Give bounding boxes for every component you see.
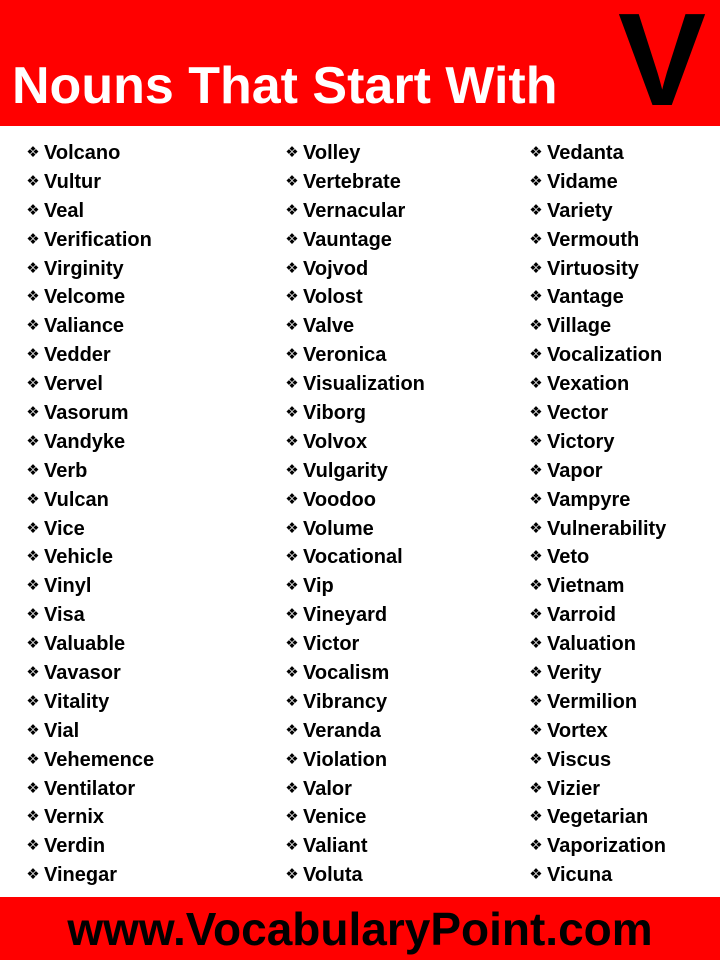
list-item	[527, 746, 666, 775]
word-column-3	[527, 139, 666, 891]
word-label: Veronica	[303, 344, 387, 367]
four-petal-diamond-icon: ❖	[529, 548, 543, 566]
four-petal-diamond-icon: ❖	[26, 635, 40, 653]
four-petal-diamond-icon: ❖	[529, 577, 543, 595]
list-item	[527, 341, 666, 370]
four-petal-diamond-icon: ❖	[26, 230, 40, 248]
four-petal-diamond-icon: ❖	[285, 808, 299, 826]
four-petal-diamond-icon: ❖	[285, 866, 299, 884]
word-label: Valiant	[303, 835, 368, 858]
word-label: Vaporization	[547, 835, 666, 858]
four-petal-diamond-icon: ❖	[26, 577, 40, 595]
four-petal-diamond-icon: ❖	[285, 288, 299, 306]
four-petal-diamond-icon: ❖	[285, 692, 299, 710]
word-label: Vegetarian	[547, 806, 649, 829]
word-label: Voodoo	[303, 488, 376, 511]
four-petal-diamond-icon: ❖	[529, 144, 543, 161]
four-petal-diamond-icon: ❖	[26, 664, 40, 682]
word-label: Village	[547, 315, 612, 338]
four-petal-diamond-icon: ❖	[529, 490, 543, 508]
four-petal-diamond-icon: ❖	[26, 432, 40, 450]
four-petal-diamond-icon: ❖	[285, 490, 299, 508]
list-item	[24, 572, 154, 601]
four-petal-diamond-icon: ❖	[529, 375, 543, 393]
word-label: Vedanta	[547, 142, 624, 164]
word-label: Variety	[547, 199, 613, 222]
four-petal-diamond-icon: ❖	[529, 317, 543, 335]
four-petal-diamond-icon: ❖	[529, 404, 543, 422]
list-item	[24, 197, 154, 226]
four-petal-diamond-icon: ❖	[26, 288, 40, 306]
list-item	[527, 543, 666, 572]
word-label: Vehemence	[44, 748, 155, 771]
word-label: Vavasor	[44, 662, 121, 685]
four-petal-diamond-icon: ❖	[529, 259, 543, 277]
word-label: Vervel	[44, 373, 103, 396]
word-label: Vocational	[303, 546, 403, 569]
word-label: Vial	[44, 719, 80, 742]
word-label: Victory	[547, 430, 615, 453]
list-item	[24, 775, 154, 804]
word-label: Valuation	[547, 633, 636, 656]
list-item	[527, 572, 666, 601]
word-label: Volost	[303, 286, 363, 309]
four-petal-diamond-icon: ❖	[285, 519, 299, 537]
list-item	[283, 399, 425, 428]
word-label: Virtuosity	[547, 257, 639, 280]
four-petal-diamond-icon: ❖	[529, 808, 543, 826]
list-item	[283, 486, 425, 515]
list-item	[283, 428, 425, 457]
list-item	[24, 399, 154, 428]
list-item	[527, 139, 666, 168]
list-item	[24, 428, 154, 457]
four-petal-diamond-icon: ❖	[26, 692, 40, 710]
four-petal-diamond-icon: ❖	[26, 866, 40, 884]
word-label: Vultur	[44, 170, 102, 193]
list-item	[24, 341, 154, 370]
word-label: Vermilion	[547, 690, 638, 713]
list-item	[24, 283, 154, 312]
list-item	[283, 572, 425, 601]
list-item	[527, 428, 666, 457]
list-item	[283, 341, 425, 370]
four-petal-diamond-icon: ❖	[285, 404, 299, 422]
list-item	[527, 515, 666, 544]
footer-banner	[0, 897, 720, 960]
list-item	[24, 255, 154, 284]
word-label: Vojvod	[303, 257, 369, 280]
four-petal-diamond-icon: ❖	[529, 519, 543, 537]
word-label: Vinegar	[44, 864, 117, 887]
word-label: Viscus	[547, 748, 612, 771]
list-item	[527, 630, 666, 659]
list-item	[527, 370, 666, 399]
four-petal-diamond-icon: ❖	[26, 750, 40, 768]
word-label: Viborg	[303, 402, 366, 425]
list-item	[24, 139, 154, 168]
list-item	[24, 457, 154, 486]
four-petal-diamond-icon: ❖	[529, 721, 543, 739]
word-label: Vulnerability	[547, 517, 667, 540]
list-item	[283, 601, 425, 630]
four-petal-diamond-icon: ❖	[26, 519, 40, 537]
list-item	[527, 861, 666, 890]
word-label: Vernix	[44, 806, 105, 829]
four-petal-diamond-icon: ❖	[26, 317, 40, 335]
four-petal-diamond-icon: ❖	[26, 548, 40, 566]
four-petal-diamond-icon: ❖	[285, 837, 299, 855]
list-item	[527, 312, 666, 341]
list-item	[283, 370, 425, 399]
four-petal-diamond-icon: ❖	[26, 837, 40, 855]
list-item	[283, 197, 425, 226]
word-label: Volley	[303, 142, 361, 164]
word-column-2	[283, 139, 425, 891]
four-petal-diamond-icon: ❖	[285, 432, 299, 450]
list-item	[24, 746, 154, 775]
word-label: Vandyke	[44, 430, 126, 453]
four-petal-diamond-icon: ❖	[285, 375, 299, 393]
page-title: Nouns That Start With	[12, 57, 558, 115]
list-item	[283, 139, 425, 168]
word-label: Vulgarity	[303, 459, 388, 482]
four-petal-diamond-icon: ❖	[26, 808, 40, 826]
word-label: Vibrancy	[303, 690, 388, 713]
four-petal-diamond-icon: ❖	[529, 461, 543, 479]
word-label: Victor	[303, 633, 360, 656]
list-item	[527, 803, 666, 832]
four-petal-diamond-icon: ❖	[529, 837, 543, 855]
word-label: Vice	[44, 517, 85, 540]
four-petal-diamond-icon: ❖	[529, 606, 543, 624]
list-item	[283, 832, 425, 861]
list-item	[24, 688, 154, 717]
word-label: Valuable	[44, 633, 126, 656]
list-item	[527, 283, 666, 312]
word-label: Vehicle	[44, 546, 113, 569]
list-item	[24, 370, 154, 399]
list-item	[283, 688, 425, 717]
four-petal-diamond-icon: ❖	[26, 461, 40, 479]
list-item	[24, 226, 154, 255]
four-petal-diamond-icon: ❖	[26, 721, 40, 739]
word-label: Vietnam	[547, 575, 625, 598]
word-label: Vapor	[547, 459, 603, 482]
word-label: Veranda	[303, 719, 381, 742]
four-petal-diamond-icon: ❖	[26, 201, 40, 219]
word-label: Vidame	[547, 170, 618, 193]
list-item	[527, 486, 666, 515]
four-petal-diamond-icon: ❖	[529, 201, 543, 219]
word-label: Valve	[303, 315, 355, 338]
list-item	[527, 168, 666, 197]
four-petal-diamond-icon: ❖	[26, 375, 40, 393]
list-item	[283, 717, 425, 746]
four-petal-diamond-icon: ❖	[529, 866, 543, 884]
word-label: Vermouth	[547, 228, 640, 251]
word-label: Valiance	[44, 315, 125, 338]
four-petal-diamond-icon: ❖	[285, 259, 299, 277]
four-petal-diamond-icon: ❖	[285, 664, 299, 682]
word-label: Vertebrate	[303, 170, 401, 193]
list-item	[527, 226, 666, 255]
list-item	[24, 803, 154, 832]
word-label: Veto	[547, 546, 590, 569]
four-petal-diamond-icon: ❖	[529, 664, 543, 682]
list-item	[283, 630, 425, 659]
list-item	[283, 543, 425, 572]
list-item	[527, 688, 666, 717]
word-label: Venice	[303, 806, 367, 829]
list-item	[24, 486, 154, 515]
word-label: Vortex	[547, 719, 608, 742]
header-banner	[0, 0, 720, 133]
list-item	[24, 659, 154, 688]
list-item	[283, 861, 425, 890]
four-petal-diamond-icon: ❖	[529, 288, 543, 306]
four-petal-diamond-icon: ❖	[285, 201, 299, 219]
word-label: Visa	[44, 604, 85, 627]
word-column-1	[24, 139, 154, 891]
list-item	[24, 630, 154, 659]
word-label: Ventilator	[44, 777, 136, 800]
list-item	[283, 457, 425, 486]
word-label: Varroid	[547, 604, 616, 627]
four-petal-diamond-icon: ❖	[26, 490, 40, 508]
list-item	[24, 601, 154, 630]
list-item	[24, 515, 154, 544]
four-petal-diamond-icon: ❖	[285, 635, 299, 653]
list-item	[527, 399, 666, 428]
word-label: Volcano	[44, 142, 121, 164]
four-petal-diamond-icon: ❖	[529, 750, 543, 768]
four-petal-diamond-icon: ❖	[285, 750, 299, 768]
four-petal-diamond-icon: ❖	[26, 346, 40, 364]
word-label: Vantage	[547, 286, 624, 309]
four-petal-diamond-icon: ❖	[529, 779, 543, 797]
list-item	[24, 543, 154, 572]
four-petal-diamond-icon: ❖	[285, 461, 299, 479]
word-label: Vampyre	[547, 488, 631, 511]
word-label: Verification	[44, 228, 152, 251]
word-label: Vedder	[44, 344, 111, 367]
four-petal-diamond-icon: ❖	[26, 144, 40, 161]
word-label: Vernacular	[303, 199, 406, 222]
word-label: Voluta	[303, 864, 363, 887]
list-item	[24, 312, 154, 341]
list-item	[283, 226, 425, 255]
four-petal-diamond-icon: ❖	[529, 692, 543, 710]
four-petal-diamond-icon: ❖	[529, 172, 543, 190]
list-item	[527, 717, 666, 746]
four-petal-diamond-icon: ❖	[285, 779, 299, 797]
word-label: Valor	[303, 777, 352, 800]
featured-letter: V	[618, 0, 707, 133]
word-label: Vicuna	[547, 864, 613, 887]
four-petal-diamond-icon: ❖	[285, 317, 299, 335]
list-item	[283, 312, 425, 341]
word-label: Verb	[44, 459, 88, 482]
list-item	[24, 168, 154, 197]
four-petal-diamond-icon: ❖	[285, 172, 299, 190]
word-label: Vineyard	[303, 604, 388, 627]
word-label: Visualization	[303, 373, 425, 396]
four-petal-diamond-icon: ❖	[26, 172, 40, 190]
four-petal-diamond-icon: ❖	[285, 548, 299, 566]
four-petal-diamond-icon: ❖	[285, 144, 299, 161]
list-item	[283, 283, 425, 312]
list-item	[24, 861, 154, 890]
word-label: Vauntage	[303, 228, 392, 251]
website-url: www.VocabularyPoint.com	[67, 902, 653, 955]
word-label: Vasorum	[44, 402, 129, 425]
word-label: Vinyl	[44, 575, 92, 598]
list-item	[527, 659, 666, 688]
word-label: Veal	[44, 199, 85, 222]
list-item	[283, 168, 425, 197]
four-petal-diamond-icon: ❖	[26, 404, 40, 422]
four-petal-diamond-icon: ❖	[285, 577, 299, 595]
word-label: Vip	[303, 575, 334, 598]
word-label: Violation	[303, 748, 388, 771]
word-label: Vulcan	[44, 488, 109, 511]
list-item	[283, 255, 425, 284]
four-petal-diamond-icon: ❖	[26, 606, 40, 624]
list-item	[283, 515, 425, 544]
word-label: Vocalization	[547, 344, 663, 367]
list-item	[283, 746, 425, 775]
word-label: Volvox	[303, 430, 368, 453]
list-item	[527, 832, 666, 861]
four-petal-diamond-icon: ❖	[529, 346, 543, 364]
four-petal-diamond-icon: ❖	[26, 779, 40, 797]
four-petal-diamond-icon: ❖	[529, 635, 543, 653]
word-label: Vexation	[547, 373, 630, 396]
four-petal-diamond-icon: ❖	[26, 259, 40, 277]
list-item	[283, 803, 425, 832]
list-item	[527, 457, 666, 486]
word-label: Vizier	[547, 777, 600, 800]
four-petal-diamond-icon: ❖	[285, 230, 299, 248]
list-item	[527, 255, 666, 284]
word-label: Vocalism	[303, 662, 390, 685]
four-petal-diamond-icon: ❖	[285, 721, 299, 739]
word-label: Vitality	[44, 690, 110, 713]
word-label: Verity	[547, 662, 602, 685]
four-petal-diamond-icon: ❖	[529, 432, 543, 450]
word-label: Volume	[303, 517, 374, 540]
list-item	[24, 717, 154, 746]
list-item	[283, 659, 425, 688]
list-item	[527, 601, 666, 630]
four-petal-diamond-icon: ❖	[285, 346, 299, 364]
four-petal-diamond-icon: ❖	[285, 606, 299, 624]
word-label: Verdin	[44, 835, 106, 858]
list-item	[283, 775, 425, 804]
word-label: Vector	[547, 402, 609, 425]
list-item	[527, 197, 666, 226]
word-label: Velcome	[44, 286, 126, 309]
four-petal-diamond-icon: ❖	[529, 230, 543, 248]
list-item	[24, 832, 154, 861]
list-item	[527, 775, 666, 804]
word-label: Virginity	[44, 257, 124, 280]
